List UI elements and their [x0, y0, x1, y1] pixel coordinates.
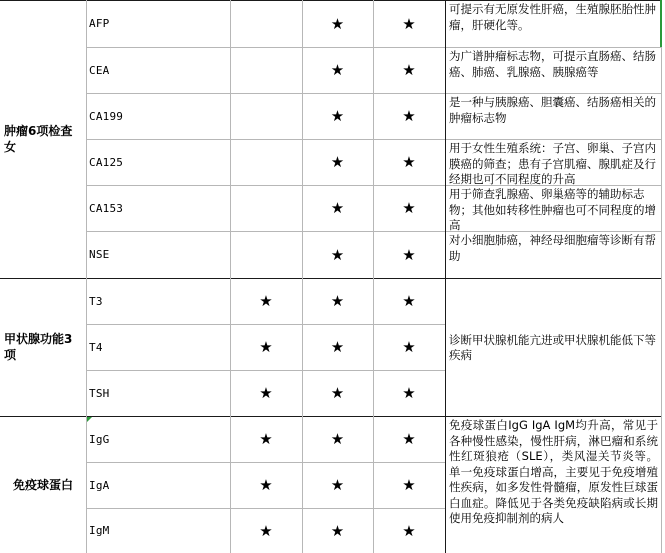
description-text: 可提示有无原发性肝癌，生殖腺胚胎性肿瘤，肝硬化等。: [449, 2, 656, 32]
category-cell[interactable]: [0, 416, 86, 553]
test-name-cell[interactable]: [86, 47, 230, 93]
test-name: CA125: [89, 155, 124, 169]
description-text: 免疫球蛋白IgG IgA IgM均升高，常见于各种慢性感染，慢性肝病，淋巴瘤和系统性红斑狼疮（SLE），类风湿关节炎等。单一免疫球蛋白增高，主要见于免疫增殖性疾病，如多发性骨髓瘤，原发性巨球蛋白血症。降低见于各类免疫缺陷病或长期使用免疫抑制剂的病人: [449, 418, 658, 525]
mark-cell[interactable]: [302, 93, 373, 139]
category-label: 甲状腺功能3项: [4, 332, 73, 362]
mark-cell[interactable]: [373, 139, 445, 185]
star-icon: ★: [259, 521, 273, 540]
category-cell[interactable]: [0, 278, 86, 416]
star-icon: ★: [259, 384, 273, 402]
star-icon: ★: [259, 430, 273, 448]
star-icon: ★: [330, 245, 345, 264]
mark-cell[interactable]: [230, 324, 302, 370]
test-name-cell[interactable]: [86, 231, 230, 278]
test-name: T3: [89, 294, 103, 308]
mark-cell[interactable]: [230, 0, 302, 47]
mark-cell[interactable]: [230, 139, 302, 185]
test-name-cell[interactable]: [86, 93, 230, 139]
description-cell[interactable]: [445, 0, 661, 47]
star-icon: ★: [402, 384, 416, 402]
cell-comment-marker: [87, 417, 92, 422]
mark-cell[interactable]: [230, 47, 302, 93]
test-name: IgA: [89, 478, 110, 492]
mark-cell[interactable]: [230, 370, 302, 416]
mark-cell[interactable]: [230, 416, 302, 462]
star-icon: ★: [259, 338, 273, 356]
mark-cell[interactable]: [373, 0, 445, 47]
star-icon: ★: [330, 199, 345, 217]
star-icon: ★: [330, 14, 345, 33]
test-name-cell[interactable]: [86, 185, 230, 231]
test-name-cell[interactable]: [86, 462, 230, 508]
description-cell[interactable]: [445, 231, 661, 278]
mark-cell[interactable]: [302, 324, 373, 370]
mark-cell[interactable]: [373, 93, 445, 139]
star-icon: ★: [402, 61, 416, 79]
star-icon: ★: [402, 199, 416, 217]
mark-cell[interactable]: [230, 278, 302, 324]
description-text: 用于筛查乳腺癌、卵巢癌等的辅助标志物；其他如转移性肿瘤也可不同程度的增高: [449, 187, 656, 231]
star-icon: ★: [330, 338, 345, 356]
description-cell[interactable]: [445, 93, 661, 139]
mark-cell[interactable]: [373, 231, 445, 278]
description-text: 诊断甲状腺机能亢进或甲状腺机能低下等疾病: [449, 332, 656, 362]
mark-cell[interactable]: [373, 508, 445, 553]
description-text: 用于女性生殖系统：子宫、卵巢、子宫内膜癌的筛查；患有子宫肌瘤、腺肌症及行经期也可不同程度的升高: [449, 141, 656, 185]
mark-cell[interactable]: [373, 47, 445, 93]
test-name-cell[interactable]: [86, 278, 230, 324]
star-icon: ★: [402, 292, 416, 310]
mark-cell[interactable]: [230, 462, 302, 508]
category-cell[interactable]: [0, 0, 86, 278]
star-icon: ★: [402, 476, 416, 494]
test-name-cell[interactable]: [86, 416, 230, 462]
description-cell[interactable]: [445, 139, 661, 185]
mark-cell[interactable]: [373, 324, 445, 370]
description-cell[interactable]: [445, 278, 661, 416]
mark-cell[interactable]: [302, 231, 373, 278]
test-name-cell[interactable]: [86, 0, 230, 47]
star-icon: ★: [330, 521, 345, 540]
star-icon: ★: [402, 107, 416, 125]
mark-cell[interactable]: [302, 185, 373, 231]
mark-cell[interactable]: [373, 370, 445, 416]
test-name-cell[interactable]: [86, 370, 230, 416]
star-icon: ★: [330, 384, 345, 402]
description-text: 对小细胞肺癌，神经母细胞瘤等诊断有帮助: [449, 233, 656, 263]
test-name-cell[interactable]: [86, 508, 230, 553]
mark-cell[interactable]: [302, 462, 373, 508]
mark-cell[interactable]: [302, 47, 373, 93]
mark-cell[interactable]: [302, 0, 373, 47]
category-label: 肿瘤6项检查女: [4, 124, 73, 154]
description-text: 是一种与胰腺癌、胆囊癌、结肠癌相关的肿瘤标志物: [449, 95, 656, 125]
mark-cell[interactable]: [302, 139, 373, 185]
star-icon: ★: [330, 476, 345, 494]
mark-cell[interactable]: [302, 278, 373, 324]
star-icon: ★: [402, 338, 416, 356]
star-icon: ★: [402, 521, 416, 540]
test-name: AFP: [89, 17, 110, 30]
description-cell[interactable]: [445, 416, 661, 553]
star-icon: ★: [402, 245, 416, 264]
mark-cell[interactable]: [373, 416, 445, 462]
mark-cell[interactable]: [230, 185, 302, 231]
test-name: NSE: [89, 248, 110, 261]
test-name-cell[interactable]: [86, 324, 230, 370]
test-name: CA153: [89, 201, 124, 215]
description-cell[interactable]: [445, 185, 661, 231]
description-cell[interactable]: [445, 47, 661, 93]
star-icon: ★: [259, 476, 273, 494]
mark-cell[interactable]: [373, 185, 445, 231]
mark-cell[interactable]: [230, 231, 302, 278]
star-icon: ★: [330, 61, 345, 79]
description-text: 为广谱肿瘤标志物，可提示直肠癌、结肠癌、肺癌、乳腺癌、胰腺癌等: [449, 49, 656, 79]
mark-cell[interactable]: [373, 462, 445, 508]
mark-cell[interactable]: [373, 278, 445, 324]
mark-cell[interactable]: [302, 508, 373, 553]
mark-cell[interactable]: [230, 93, 302, 139]
star-icon: ★: [330, 107, 345, 125]
category-label: 免疫球蛋白: [12, 477, 73, 492]
active-cell-edge: [660, 0, 662, 47]
star-icon: ★: [259, 292, 273, 310]
mark-cell[interactable]: [302, 370, 373, 416]
mark-cell[interactable]: [230, 508, 302, 553]
star-icon: ★: [402, 430, 416, 448]
star-icon: ★: [330, 292, 345, 310]
star-icon: ★: [402, 14, 416, 33]
star-icon: ★: [330, 153, 345, 171]
star-icon: ★: [402, 153, 416, 171]
test-name: CA199: [89, 109, 124, 123]
test-name: IgM: [89, 524, 110, 537]
test-name-cell[interactable]: [86, 139, 230, 185]
mark-cell[interactable]: [302, 416, 373, 462]
star-icon: ★: [330, 430, 345, 448]
test-name: T4: [89, 340, 103, 354]
test-name: TSH: [89, 386, 110, 400]
test-name: CEA: [89, 63, 110, 77]
test-name: IgG: [89, 432, 110, 446]
